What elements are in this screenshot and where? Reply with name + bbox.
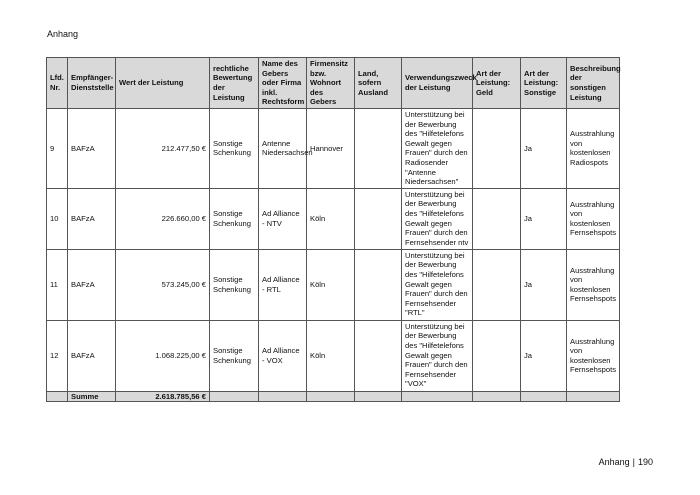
cell-beschreibung: Ausstrahlung von kostenlosen Fernsehspots — [567, 249, 620, 320]
column-header-sitz: Firmensitz bzw. Wohnort des Gebers — [307, 58, 355, 109]
sum-label: Summe — [68, 391, 116, 402]
cell-dienststelle: BAFzA — [68, 249, 116, 320]
cell-geber: Ad Alliance - NTV — [259, 188, 307, 249]
cell-geber: Ad Alliance - RTL — [259, 249, 307, 320]
cell-sitz: Hannover — [307, 108, 355, 188]
cell-bewertung: Sonstige Schenkung — [210, 249, 259, 320]
footer-section: Anhang — [598, 457, 630, 467]
cell-wert: 573.245,00 € — [116, 249, 210, 320]
cell-bewertung: Sonstige Schenkung — [210, 320, 259, 391]
column-header-geld: Art der Leistung: Geld — [473, 58, 521, 109]
column-header-dienststelle: Empfänger-Dienststelle — [68, 58, 116, 109]
cell-zweck: Unterstützung bei der Bewerbung des "Hilfetelefons Gewalt gegen Frauen" durch den Fernsehsender ntv — [402, 188, 473, 249]
cell-dienststelle: BAFzA — [68, 320, 116, 391]
page-number: 190 — [637, 457, 653, 467]
cell-geld — [473, 108, 521, 188]
table-header-row — [47, 58, 620, 109]
cell-sonstige: Ja — [521, 320, 567, 391]
cell-sitz: Köln — [307, 320, 355, 391]
table-row — [47, 249, 620, 320]
table-row — [47, 188, 620, 249]
cell-geld — [473, 320, 521, 391]
cell-nr: 11 — [47, 249, 68, 320]
footer-separator: | — [632, 457, 635, 467]
cell-wert: 226.660,00 € — [116, 188, 210, 249]
sum-value: 2.618.785,56 € — [116, 391, 210, 402]
cell-sonstige: Ja — [521, 108, 567, 188]
cell-beschreibung: Ausstrahlung von kostenlosen Fernsehspots — [567, 320, 620, 391]
column-header-geber: Name des Gebers oder Firma inkl. Rechtsform — [259, 58, 307, 109]
cell-sonstige: Ja — [521, 249, 567, 320]
cell-sitz: Köln — [307, 249, 355, 320]
cell-zweck: Unterstützung bei der Bewerbung des "Hilfetelefons Gewalt gegen Frauen" durch den Fernsehsender "VOX" — [402, 320, 473, 391]
cell-zweck: Unterstützung bei der Bewerbung des "Hilfetelefons Gewalt gegen Frauen" durch den Radiosender "Antenne Niedersachsen" — [402, 108, 473, 188]
cell-bewertung: Sonstige Schenkung — [210, 188, 259, 249]
cell-geld — [473, 249, 521, 320]
column-header-wert: Wert der Leistung — [116, 58, 210, 109]
table-row — [47, 108, 620, 188]
cell-sitz: Köln — [307, 188, 355, 249]
cell-nr: 10 — [47, 188, 68, 249]
cell-land — [355, 320, 402, 391]
donations-table — [46, 57, 620, 402]
page-header: Anhang — [47, 29, 79, 39]
cell-land — [355, 108, 402, 188]
page-footer — [599, 457, 653, 467]
cell-dienststelle: BAFzA — [68, 188, 116, 249]
column-header-zweck: Verwendungszweck der Leistung — [402, 58, 473, 109]
table-row — [47, 320, 620, 391]
cell-beschreibung: Ausstrahlung von kostenlosen Fernsehspots — [567, 188, 620, 249]
column-header-sonstige: Art der Leistung: Sonstige — [521, 58, 567, 109]
cell-land — [355, 188, 402, 249]
cell-geber: Ad Alliance - VOX — [259, 320, 307, 391]
cell-land — [355, 249, 402, 320]
cell-geber: Antenne Niedersachsen — [259, 108, 307, 188]
column-header-nr: Lfd. Nr. — [47, 58, 68, 109]
cell-nr: 12 — [47, 320, 68, 391]
column-header-land: Land, sofern Ausland — [355, 58, 402, 109]
cell-beschreibung: Ausstrahlung von kostenlosen Radiospots — [567, 108, 620, 188]
sum-row — [47, 391, 620, 402]
cell-nr: 9 — [47, 108, 68, 188]
cell-zweck: Unterstützung bei der Bewerbung des "Hilfetelefons Gewalt gegen Frauen" durch den Fernsehsender "RTL" — [402, 249, 473, 320]
cell-sonstige: Ja — [521, 188, 567, 249]
cell-dienststelle: BAFzA — [68, 108, 116, 188]
cell-bewertung: Sonstige Schenkung — [210, 108, 259, 188]
cell-sum-blank — [47, 391, 68, 402]
cell-wert: 212.477,50 € — [116, 108, 210, 188]
column-header-beschreibung: Beschreibung der sonstigen Leistung — [567, 58, 620, 109]
column-header-bewertung: rechtliche Bewertung der Leistung — [210, 58, 259, 109]
cell-geld — [473, 188, 521, 249]
cell-wert: 1.068.225,00 € — [116, 320, 210, 391]
